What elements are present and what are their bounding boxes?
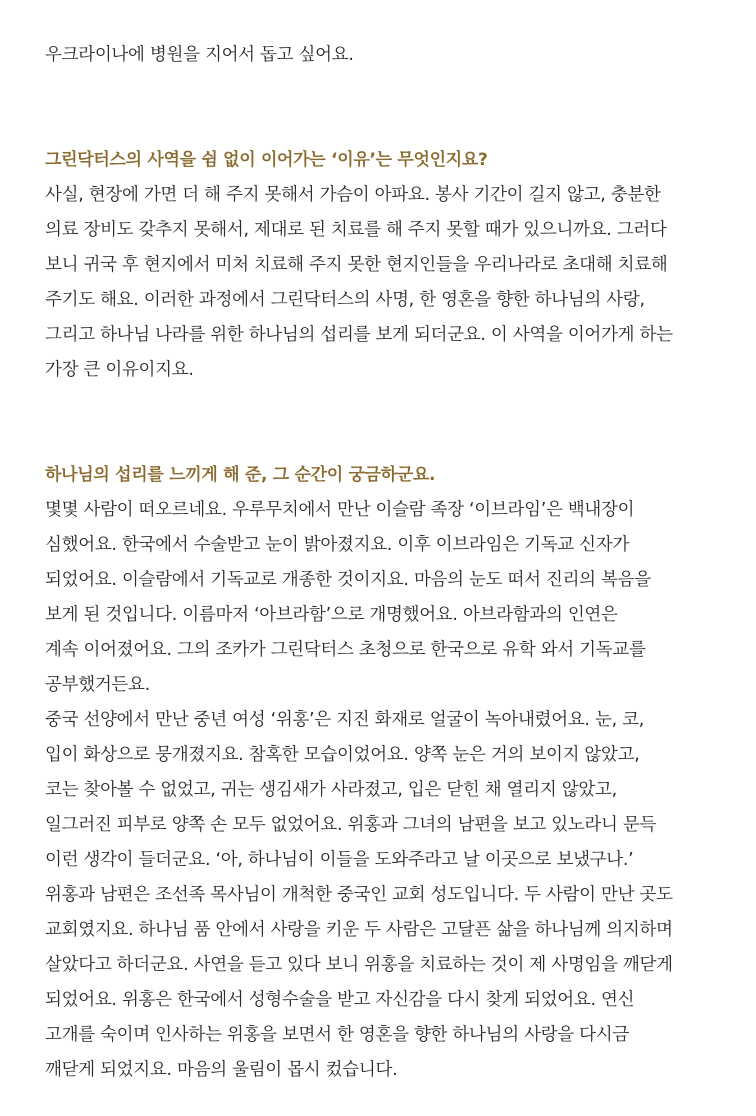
answer-line: 살았다고 하더군요. 사연을 듣고 있다 보니 위홍을 치료하는 것이 제 사명임을 깨닫게	[45, 955, 673, 975]
answer-line: 되었어요. 위홍은 한국에서 성형수술을 받고 자신감을 다시 찾게 되었어요. 연신	[45, 990, 635, 1010]
answer-line: 고개를 숙이며 인사하는 위홍을 보면서 한 영혼을 향한 하나님의 사랑을 다시금	[45, 1025, 629, 1045]
answer-line: 의료 장비도 갖추지 못해서, 제대로 된 치료를 해 주지 못할 때가 있으니까요. 그러다	[45, 220, 667, 240]
answer-line: 몇몇 사람이 떠오르네요. 우루무치에서 만난 이슬람 족장 ‘이브라임’은 백내장이	[45, 500, 635, 520]
answer-line: 보게 된 것입니다. 이름마저 ‘아브라함’으로 개명했어요. 아브라함과의 인연은	[45, 605, 618, 625]
interview-article	[45, 38, 745, 1088]
answer-line: 코는 찾아볼 수 없었고, 귀는 생김새가 사라졌고, 입은 닫힌 채 열리지 않았고,	[45, 780, 617, 800]
answer-line: 공부했거든요.	[45, 675, 150, 695]
answer-line: 위홍과 남편은 조선족 목사님이 개척한 중국인 교회 성도입니다. 두 사람이 만난 곳도	[45, 885, 673, 905]
answer-line: 일그러진 피부로 양쪽 손 모두 없었어요. 위홍과 그녀의 남편을 보고 있노라니 문득	[45, 815, 657, 835]
qa-section-providence	[45, 458, 745, 1088]
section-spacer	[45, 388, 745, 458]
answer-line: 되었어요. 이슬람에서 기독교로 개종한 것이지요. 마음의 눈도 떠서 진리의 복음을	[45, 570, 651, 590]
answer-line: 사실, 현장에 가면 더 해 주지 못해서 가슴이 아파요. 봉사 기간이 길지 않고, 충분한	[45, 185, 661, 205]
question-heading: 하나님의 섭리를 느끼게 해 준, 그 순간이 궁금하군요.	[45, 465, 436, 485]
qa-section-reason	[45, 143, 745, 388]
answer-line: 심했어요. 한국에서 수술받고 눈이 밝아졌지요. 이후 이브라임은 기독교 신자가	[45, 535, 629, 555]
answer-line: 깨닫게 되었지요. 마음의 울림이 몹시 컸습니다.	[45, 1060, 398, 1080]
intro-paragraph	[45, 38, 745, 73]
answer-line: 계속 이어졌어요. 그의 조카가 그린닥터스 초청으로 한국으로 유학 와서 기독교를	[45, 640, 646, 660]
answer-line: 보니 귀국 후 현지에서 미처 치료해 주지 못한 현지인들을 우리나라로 초대해 치료해	[45, 255, 668, 275]
answer-line: 가장 큰 이유이지요.	[45, 360, 194, 380]
question-heading: 그린닥터스의 사역을 쉼 없이 이어가는 ‘이유’는 무엇인지요?	[45, 150, 488, 170]
paragraph-line: 우크라이나에 병원을 지어서 돕고 싶어요.	[45, 45, 354, 65]
answer-line: 이런 생각이 들더군요. ‘아, 하나님이 이들을 도와주라고 날 이곳으로 보냈구나.’	[45, 850, 634, 870]
answer-line: 입이 화상으로 뭉개졌지요. 참혹한 모습이었어요. 양쪽 눈은 거의 보이지 않았고,	[45, 745, 640, 765]
answer-line: 주기도 해요. 이러한 과정에서 그린닥터스의 사명, 한 영혼을 향한 하나님의 사랑,	[45, 290, 645, 310]
answer-line: 그리고 하나님 나라를 위한 하나님의 섭리를 보게 되더군요. 이 사역을 이어가게 하는	[45, 325, 673, 345]
answer-line: 중국 선양에서 만난 중년 여성 ‘위홍’은 지진 화재로 얼굴이 녹아내렸어요. 눈, 코,	[45, 710, 644, 730]
answer-line: 교회였지요. 하나님 품 안에서 사랑을 키운 두 사람은 고달픈 삶을 하나님께 의지하며	[45, 920, 673, 940]
section-spacer	[45, 73, 745, 143]
